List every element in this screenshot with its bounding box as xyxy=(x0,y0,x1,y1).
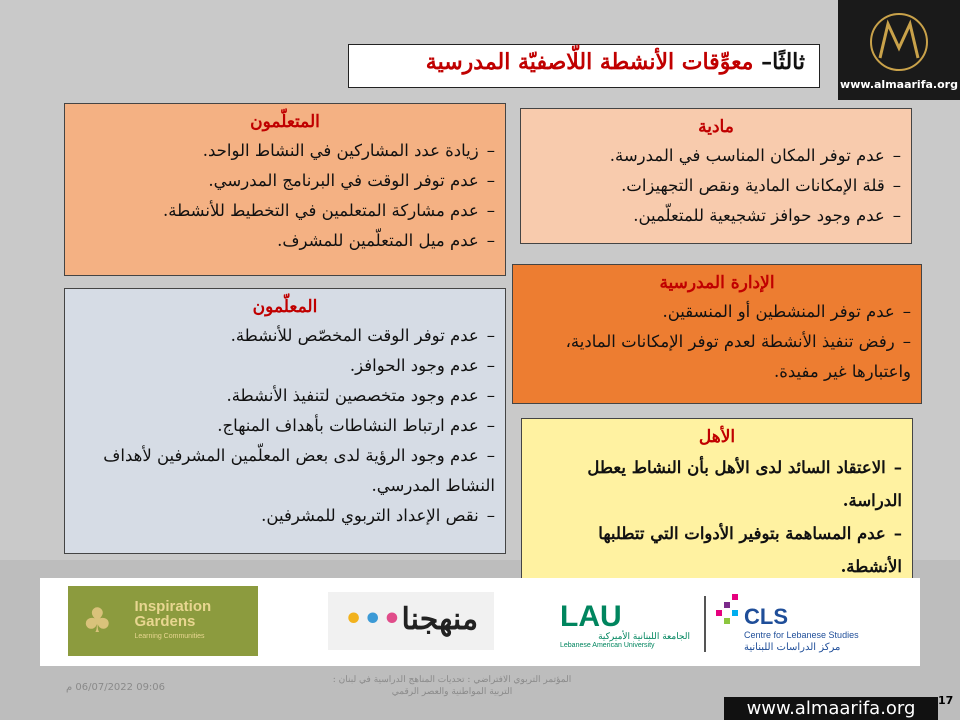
tree-icon: ♣ xyxy=(82,601,113,641)
almaarifa-logo xyxy=(838,0,960,100)
dash-bullet-icon: – xyxy=(486,506,495,525)
cls-square-icon xyxy=(724,618,730,624)
manhajuna-logo xyxy=(328,592,494,650)
footer-url: www.almaarifa.org xyxy=(724,697,938,720)
dash-bullet-icon: – xyxy=(486,326,495,345)
list-item: –عدم توفر المكان المناسب في المدرسة. xyxy=(531,141,901,171)
learners-heading: المتعلّمون xyxy=(250,112,320,132)
teachers-box xyxy=(64,288,506,554)
partner-logos-strip xyxy=(40,578,920,666)
cls-english-name: Centre for Lebanese Studies xyxy=(744,630,859,640)
list-item: –عدم توفر الوقت في البرنامج المدرسي. xyxy=(75,166,495,196)
list-item: –عدم وجود الرؤية لدى بعض المعلّمين المشرفين لأهداف النشاط المدرسي. xyxy=(75,441,495,501)
dash-bullet-icon: – xyxy=(902,332,911,351)
inspiration-name-line1: Inspiration xyxy=(134,597,212,615)
parents-heading: الأهل xyxy=(698,427,736,447)
lau-arabic-name: الجامعة اللبنانية الأميركية xyxy=(598,632,690,642)
list-item: –قلة الإمكانات المادية ونقص التجهيزات. xyxy=(531,171,901,201)
dash-bullet-icon: – xyxy=(892,206,901,225)
learners-box xyxy=(64,103,506,276)
cls-square-icon xyxy=(724,602,730,608)
cls-abbr: CLS xyxy=(744,604,788,629)
list-item: –عدم مشاركة المتعلمين في التخطيط للأنشطة. xyxy=(75,196,495,226)
teachers-heading: المعلّمون xyxy=(252,297,318,317)
dash-bullet-icon: – xyxy=(892,176,901,195)
dash-bullet-icon: – xyxy=(902,302,911,321)
list-item: –عدم ميل المتعلّمين للمشرف. xyxy=(75,226,495,256)
colored-dot-icon: • xyxy=(382,602,402,637)
dash-bullet-icon: – xyxy=(893,524,902,543)
slide-title xyxy=(348,44,820,88)
list-item: –نقص الإعداد التربوي للمشرفين. xyxy=(75,501,495,531)
dash-bullet-icon: – xyxy=(486,141,495,160)
administration-box xyxy=(512,264,922,404)
m-monogram-icon xyxy=(864,10,934,74)
list-item: –عدم توفر الوقت المخصّص للأنشطة. xyxy=(75,321,495,351)
logo-divider xyxy=(704,596,706,652)
colored-dot-icon: • xyxy=(343,602,364,637)
manhajuna-name: منهجنا xyxy=(401,602,479,637)
cls-square-icon xyxy=(716,610,722,616)
colored-dot-icon: • xyxy=(363,602,383,637)
page-number: 17 xyxy=(938,694,954,707)
list-item: –عدم توفر المنشطين أو المنسقين. xyxy=(523,297,911,327)
list-item: –عدم وجود متخصصين لتنفيذ الأنشطة. xyxy=(75,381,495,411)
title-text: معوِّقات الأنشطة اللّاصفيّة المدرسية xyxy=(425,49,754,75)
material-box xyxy=(520,108,912,244)
lau-logo xyxy=(560,602,690,652)
footer-datetime: 09:06 06/07/2022 م xyxy=(66,682,166,693)
dash-bullet-icon: – xyxy=(486,231,495,250)
dash-bullet-icon: – xyxy=(892,146,901,165)
dash-bullet-icon: – xyxy=(486,201,495,220)
list-item: –عدم وجود حوافز تشجيعية للمتعلّمين. xyxy=(531,201,901,231)
cls-arabic-name: مركز الدراسات اللبنانية xyxy=(744,642,841,653)
list-item: –عدم وجود الحوافز. xyxy=(75,351,495,381)
lau-abbr: LAU xyxy=(560,600,622,633)
cls-logo xyxy=(714,590,914,660)
cls-square-icon xyxy=(732,610,738,616)
title-prefix: ثالثًا– xyxy=(753,49,805,75)
list-item: –زيادة عدد المشاركين في النشاط الواحد. xyxy=(75,136,495,166)
dash-bullet-icon: – xyxy=(486,446,495,465)
dash-bullet-icon: – xyxy=(486,386,495,405)
inspiration-tagline: Learning Communities xyxy=(134,632,205,640)
parents-box xyxy=(521,418,913,586)
dash-bullet-icon: – xyxy=(893,458,902,477)
material-heading: مادية xyxy=(698,117,734,137)
inspiration-gardens-logo xyxy=(68,586,258,656)
administration-heading: الإدارة المدرسية xyxy=(659,273,775,293)
cls-square-icon xyxy=(732,594,738,600)
lau-english-name: Lebanese American University xyxy=(560,642,655,649)
logo-url: www.almaarifa.org xyxy=(840,77,958,91)
footer-conference: المؤتمر التربوي الافتراضي : تحديات المناهج الدراسية في لبنان : التربية المواطنية والعصر الرقمي xyxy=(332,675,572,697)
list-item: –عدم ارتباط النشاطات بأهداف المنهاج. xyxy=(75,411,495,441)
dash-bullet-icon: – xyxy=(486,356,495,375)
list-item: –الاعتقاد السائد لدى الأهل بأن النشاط يعطل الدراسة. xyxy=(532,451,902,517)
list-item: –عدم المساهمة بتوفير الأدوات التي تتطلبها الأنشطة. xyxy=(532,517,902,583)
inspiration-name-line2: Gardens xyxy=(134,612,196,630)
list-item: –رفض تنفيذ الأنشطة لعدم توفر الإمكانات المادية، واعتبارها غير مفيدة. xyxy=(523,327,911,387)
dash-bullet-icon: – xyxy=(486,416,495,435)
dash-bullet-icon: – xyxy=(486,171,495,190)
